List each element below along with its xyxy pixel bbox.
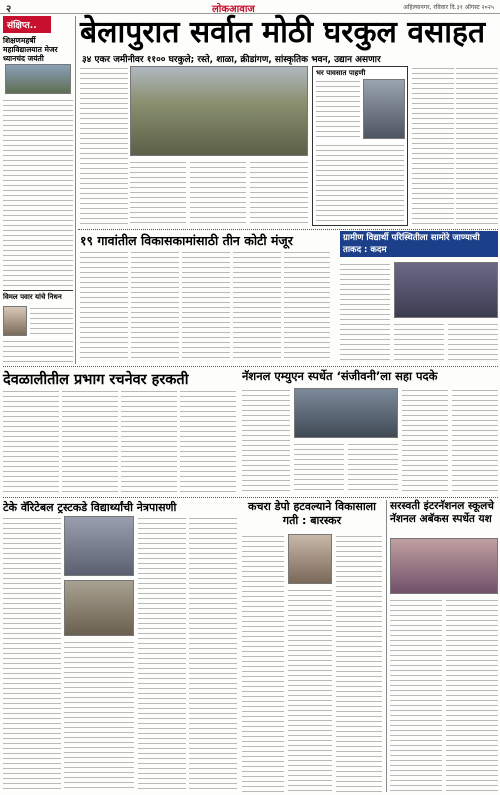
lead-body-col6 (456, 66, 498, 226)
story7-body-col3 (336, 534, 382, 792)
lead-sidebar-body-2 (316, 143, 404, 223)
story5-body-col5 (452, 388, 498, 494)
sankshipt-item1-body (3, 98, 73, 288)
story6-headline: टेके वॅरिटेबल ट्रस्टकडे विद्यार्थ्यांची नेत्रपासणी (3, 501, 177, 514)
divider (3, 366, 498, 367)
photo-housing-site (130, 66, 308, 156)
story4-body-col2 (62, 389, 118, 494)
story8-body-col1 (390, 598, 442, 792)
story7-body-col1 (242, 534, 284, 792)
story2-body-col4 (233, 250, 281, 362)
photo-sports-day (5, 64, 71, 94)
divider (78, 229, 498, 230)
story3-headline: ग्रामीण विद्यार्थी परिस्थितीला सामोरे जाण्याची ताकद : कदम (340, 231, 498, 257)
lead-body-col3 (190, 160, 246, 226)
photo-abacus-winners (390, 538, 498, 594)
photo-barskar (288, 534, 332, 584)
story5-body-col1 (242, 388, 290, 494)
photo-inspection (363, 79, 405, 139)
story4-headline: देवळालीतील प्रभाग रचनेवर हरकती (3, 372, 189, 388)
lead-headline: बेलापुरात सर्वात मोठी घरकुल वसाहत (80, 15, 486, 50)
story8-headline: सरस्वती इंटरनॅशनल स्कूलचे नॅशनल अबॅकस स्पर्धेत यश (390, 500, 494, 525)
story6-body-col1 (3, 516, 61, 792)
page-header (0, 0, 500, 14)
story6-body-col4 (189, 516, 237, 792)
story2-body-col3 (182, 250, 230, 362)
sankshipt-item2-headline: विमल पवार यांचे निधन (3, 290, 73, 302)
story4-body-col1 (3, 389, 59, 494)
sankshipt-label: संक्षिप्त.. (3, 16, 51, 33)
sankshipt-item2-body (30, 306, 73, 336)
story2-body-col5 (284, 250, 330, 362)
lead-body-col2 (130, 160, 186, 226)
lead-body-col4 (250, 160, 308, 226)
sankshipt-column (3, 16, 73, 364)
divider (3, 497, 498, 498)
photo-sanjivani-team (294, 388, 398, 438)
sankshipt-item2-body-cont (3, 339, 73, 364)
story5-headline: नॅशनल एम्युएन स्पर्धेत ‘संजीवनी’ला सहा पदके (242, 369, 438, 383)
story6-body-col2 (64, 640, 134, 792)
lead-body-col1 (80, 66, 128, 226)
story8-body-col2 (446, 598, 498, 792)
column-rule (386, 500, 387, 792)
lead-sidebar-body (316, 79, 360, 139)
story4-body-col4 (180, 389, 236, 494)
story3-body-col1 (340, 262, 390, 362)
newspaper-logo: लोकआवाज (212, 4, 255, 15)
sankshipt-item1-headline: शिक्षणमहर्षी महाविद्यालयात मेजर ध्यानचंद जयंती (3, 36, 58, 63)
photo-school-event (394, 262, 498, 318)
story2-headline: १९ गावांतील विकासकामांसाठी तीन कोटी मंजूर (80, 233, 293, 248)
story5-body-col2 (294, 442, 344, 494)
story6-body-col3 (138, 516, 186, 792)
story2-body-col2 (131, 250, 179, 362)
story2-body-col1 (80, 250, 128, 362)
story5-body-col4 (402, 388, 448, 494)
story7-body-col2 (288, 588, 332, 792)
story4-body-col3 (121, 389, 177, 494)
page-number: २ (6, 4, 12, 15)
story3-body-col3 (448, 322, 498, 362)
photo-eye-checkup-2 (64, 580, 134, 636)
photo-obituary (3, 306, 27, 336)
story5-body-col3 (348, 442, 398, 494)
dateline: अहिल्यानगर, रविवार दि.३१ ऑगस्ट २०२५ (403, 4, 494, 11)
story3-body-col2 (394, 322, 444, 362)
lead-sidebar-box (312, 66, 408, 226)
photo-eye-checkup (64, 516, 134, 576)
lead-subhead: ३४ एकर जमीनीवर ११०० घरकुले; रस्ते, शाळा, क्रीडांगण, सांस्कृतिक भवन, उद्यान असणार (82, 55, 381, 65)
lead-body-col5 (412, 66, 454, 226)
story7-headline: कचरा डेपो हटवल्याने विकासाला गती : बारस्कर (248, 500, 376, 527)
lead-sidebar-headline: भर पावसात पाहणी (316, 69, 366, 77)
column-rule (75, 16, 76, 364)
